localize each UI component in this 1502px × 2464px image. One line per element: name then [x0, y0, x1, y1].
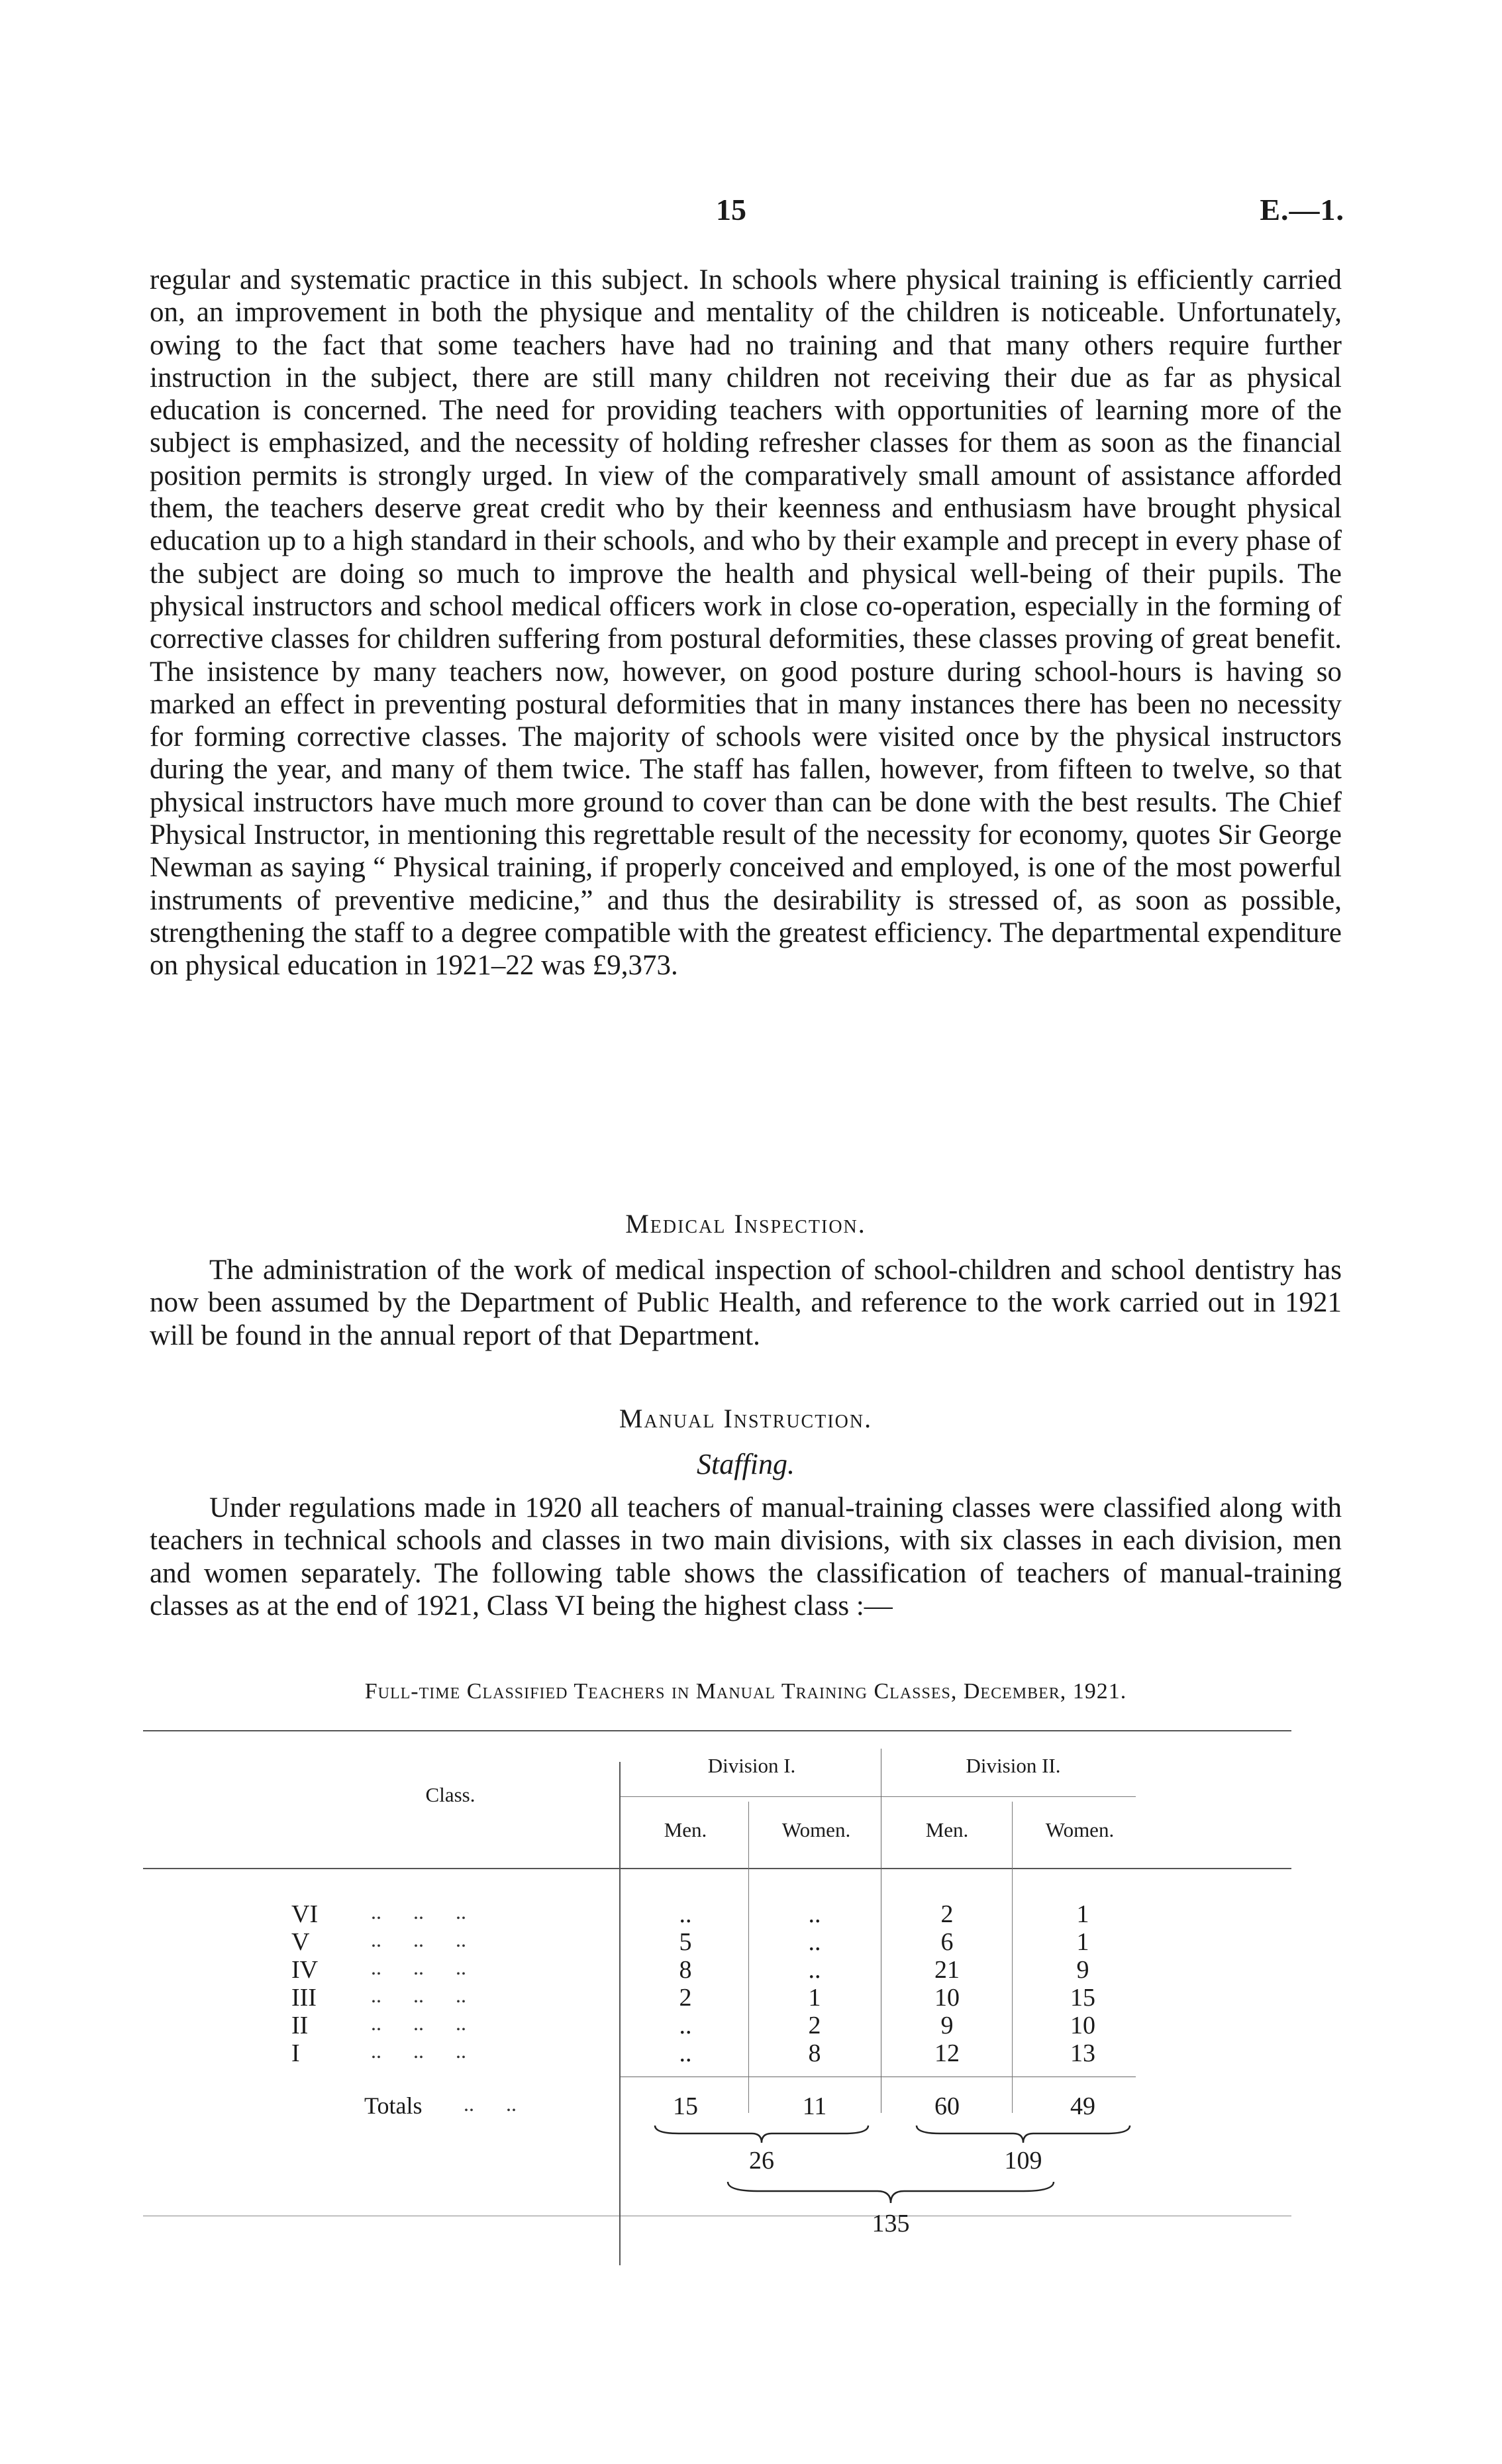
div2-women-cell: 10: [1070, 2012, 1095, 2039]
div2-men-cell: 10: [934, 1984, 960, 2012]
total-div2-women: 49: [1070, 2092, 1095, 2120]
div2-women-cell: 13: [1070, 2039, 1095, 2067]
div1-men-header: Men.: [664, 1818, 707, 1841]
div2-women-header: Women.: [1045, 1818, 1115, 1841]
leader-dots: .. .. ..: [371, 2039, 466, 2063]
div2-women-cell: 1: [1076, 1928, 1089, 1956]
total-div2-men: 60: [934, 2092, 960, 2120]
page-number: 15: [716, 193, 746, 227]
div2-women-cell: 1: [1076, 1900, 1089, 1928]
div1-men-cell: 8: [679, 1956, 692, 1984]
div1-men-cell: ..: [679, 2012, 692, 2039]
table-header-bottom-rule: [143, 1868, 1291, 1869]
medical-inspection-paragraph: The administration of the work of medical inspection of school-children and school dentistry has now been assumed by the Department of Public Health, and reference to the work carried out in 1921 will be found in the annual report of that Department.: [150, 1255, 1342, 1351]
div2-men-header: Men.: [925, 1818, 969, 1841]
leader-dots: .. .. ..: [371, 1900, 466, 1924]
div2-men-cell: 6: [940, 1928, 954, 1956]
div2-men-women-rule: [1012, 1802, 1013, 2113]
div1-men-cell: ..: [679, 1900, 692, 1928]
class-column-rule: [619, 1762, 621, 2265]
staffing-paragraph: Under regulations made in 1920 all teachers of manual-training classes were classified along with teachers in technical schools and classes in two main divisions, with six classes in each division, men and women separately. The following table shows the classification of teachers of manual-training classes as at the end of 1921, Class VI being the highest class :—: [150, 1492, 1342, 1621]
div1-women-cell: ..: [808, 1900, 821, 1928]
div1-women-header: Women.: [781, 1818, 851, 1841]
total-div1-men: 15: [673, 2092, 698, 2120]
division-2-total: 109: [1004, 2147, 1042, 2175]
div2-women-cell: 9: [1076, 1956, 1089, 1984]
leader-dots: .. .. ..: [371, 1927, 466, 1951]
div2-men-cell: 9: [940, 2012, 954, 2039]
table-top-rule: [143, 1730, 1291, 1731]
leader-dots: .. .. ..: [371, 1983, 466, 2007]
div1-men-women-rule: [748, 1802, 749, 2113]
class-label: II: [291, 2012, 309, 2039]
div2-men-cell: 2: [940, 1900, 954, 1928]
totals-leader-dots: .. ..: [464, 2092, 517, 2116]
class-label: V: [291, 1928, 310, 1956]
manual-instruction-heading: Manual Instruction.: [619, 1404, 873, 1433]
class-label: I: [291, 2039, 300, 2067]
div2-men-cell: 21: [934, 1956, 960, 1984]
table-caption: Full-time Classified Teachers in Manual Training Classes, December, 1921.: [364, 1679, 1127, 1704]
div1-men-cell: ..: [679, 2039, 692, 2067]
division-2-brace: [914, 2123, 1132, 2145]
grand-total: 135: [872, 2210, 910, 2237]
div1-men-cell: 2: [679, 1984, 692, 2012]
division-1-total: 26: [749, 2147, 774, 2175]
division-1-header: Division I.: [707, 1754, 796, 1777]
total-div1-women: 11: [802, 2092, 827, 2120]
document-reference: E.—1.: [1260, 193, 1344, 227]
class-column-header: Class.: [425, 1783, 476, 1806]
staffing-subheading: Staffing.: [697, 1448, 795, 1480]
grand-total-brace: [725, 2179, 1056, 2206]
leader-dots: .. .. ..: [371, 1955, 466, 1979]
physical-education-paragraph: regular and systematic practice in this subject. In schools where physical training is efficiently carried on, an improvement in both the physique and mentality of the children is noticeable. Unfortunately, owing to the fact that some teachers have had no training and that many others require further instruction in the subject, there are still many children not receiving their due as far as physical education is concerned. The need for providing teachers with opportunities of learning more of the subject is emphasized, and the necessity of holding refresher classes for them as soon as the financial position permits is strongly urged. In view of the comparatively small amount of assistance afforded them, the teachers deserve great credit who by their keenness and enthusiasm have brought physical education up to a high standard in their schools, and who by their example and precept in every phase of the subject are doing so much to improve the health and physical well-being of their pupils. The physical instructors and school medical officers work in close co-operation, especially in the forming of corrective classes for children suffering from postural deformities, these classes proving of great benefit. The insistence by many teachers now, however, on good posture during school-hours is having so marked an effect in preventing postural deformities that in many instances there has been no necessity for forming corrective classes. The majority of schools were visited once by the physical instructors during the year, and many of them twice. The staff has fallen, however, from fifteen to twelve, so that physical instructors have much more ground to cover than can be done with the best results. The Chief Physical Instructor, in mentioning this regrettable result of the necessity for economy, quotes Sir George Newman as saying “ Physical training, if properly conceived and employed, is one of the most powerful instruments of preventive medicine,” and thus the desirability is stressed of, as soon as possible, strengthening the staff to a degree compatible with the greatest efficiency. The departmental expenditure on physical education in 1921–22 was £9,373.: [150, 264, 1342, 982]
totals-label: Totals: [364, 2092, 423, 2119]
div1-women-cell: 1: [808, 1984, 821, 2012]
class-label: III: [291, 1984, 317, 2012]
div1-women-cell: ..: [808, 1956, 821, 1984]
div1-women-cell: ..: [808, 1928, 821, 1956]
class-label: IV: [291, 1956, 319, 1984]
div1-women-cell: 2: [808, 2012, 821, 2039]
division-2-header: Division II.: [966, 1754, 1061, 1777]
div1-men-cell: 5: [679, 1928, 692, 1956]
division-1-brace: [652, 2123, 871, 2145]
div2-women-cell: 15: [1070, 1984, 1095, 2012]
class-label: VI: [291, 1900, 319, 1928]
div2-men-cell: 12: [934, 2039, 960, 2067]
division-header-rule: [619, 1796, 1136, 1797]
div1-women-cell: 8: [808, 2039, 821, 2067]
leader-dots: .. .. ..: [371, 2011, 466, 2035]
medical-inspection-heading: Medical Inspection.: [625, 1209, 866, 1239]
